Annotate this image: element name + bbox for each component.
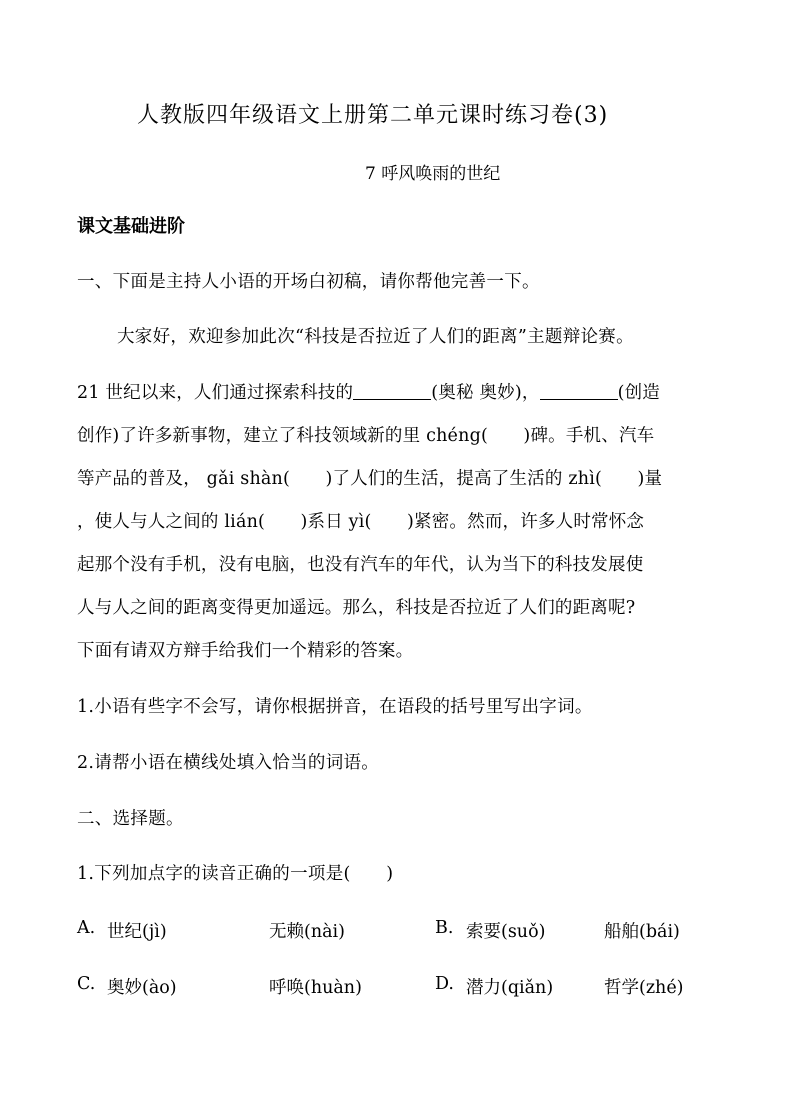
paragraph-line-4: ，使人与人之间的 lián( )系日 yì( )紧密。然而，许多人时常怀念 (77, 512, 645, 532)
option-c-label: C. (77, 974, 96, 994)
fill-blank-2[interactable] (540, 382, 618, 400)
question-two-heading: 二、选择题。 (77, 809, 184, 829)
option-d-label: D. (435, 974, 454, 994)
option-b-word-1: 索要(suǒ) (466, 922, 546, 942)
paragraph-line-1-b: (奥秘 奥妙)， (431, 383, 540, 403)
speech-paragraph (77, 378, 717, 679)
section-heading-basic: 课文基础进阶 (77, 216, 185, 237)
fill-blank-1[interactable] (353, 382, 431, 400)
option-d-word-2: 哲学(zhé) (604, 978, 684, 998)
option-a-word-1: 世纪(jì) (107, 922, 167, 942)
intro-line: 大家好，欢迎参加此次“科技是否拉近了人们的距离”主题辩论赛。 (117, 327, 634, 347)
option-b-label: B. (435, 918, 454, 938)
paragraph-line-1-c: (创造 (617, 383, 660, 403)
paragraph-line-1-a: 21 世纪以来，人们通过探索科技的 (77, 383, 354, 403)
page-title: 人教版四年级语文上册第二单元课时练习卷(3) (137, 103, 609, 128)
paragraph-line-7: 下面有请双方辩手给我们一个精彩的答案。 (77, 641, 414, 661)
option-c-word-1: 奥妙(ào) (107, 978, 177, 998)
lesson-subtitle: 7 呼风唤雨的世纪 (365, 164, 501, 184)
option-c-word-2: 呼唤(huàn) (269, 978, 362, 998)
paragraph-line-2: 创作)了许多新事物，建立了科技领域新的里 chéng( )碑。手机、汽车 (77, 426, 655, 446)
option-a-word-2: 无赖(nài) (269, 922, 345, 942)
choice-question-1: 1.下列加点字的读音正确的一项是( ) (77, 864, 394, 884)
option-b-word-2: 船舶(bái) (604, 922, 680, 942)
question-one-heading: 一、下面是主持人小语的开场白初稿，请你帮他完善一下。 (77, 272, 540, 292)
option-d-word-1: 潜力(qiǎn) (466, 978, 554, 998)
sub-question-1: 1.小语有些字不会写，请你根据拼音，在语段的括号里写出字词。 (77, 697, 593, 717)
option-a-label: A. (77, 918, 96, 938)
paragraph-line-5: 起那个没有手机，没有电脑，也没有汽车的年代，认为当下的科技发展使 (77, 555, 644, 575)
paragraph-line-1 (77, 378, 717, 421)
paragraph-line-6: 人与人之间的距离变得更加遥远。那么，科技是否拉近了人们的距离呢? (77, 598, 636, 618)
paragraph-line-3: 等产品的普及， gǎi shàn( )了人们的生活，提高了生活的 zhì( )量 (77, 469, 663, 489)
sub-question-2: 2.请帮小语在横线处填入恰当的词语。 (77, 753, 380, 773)
